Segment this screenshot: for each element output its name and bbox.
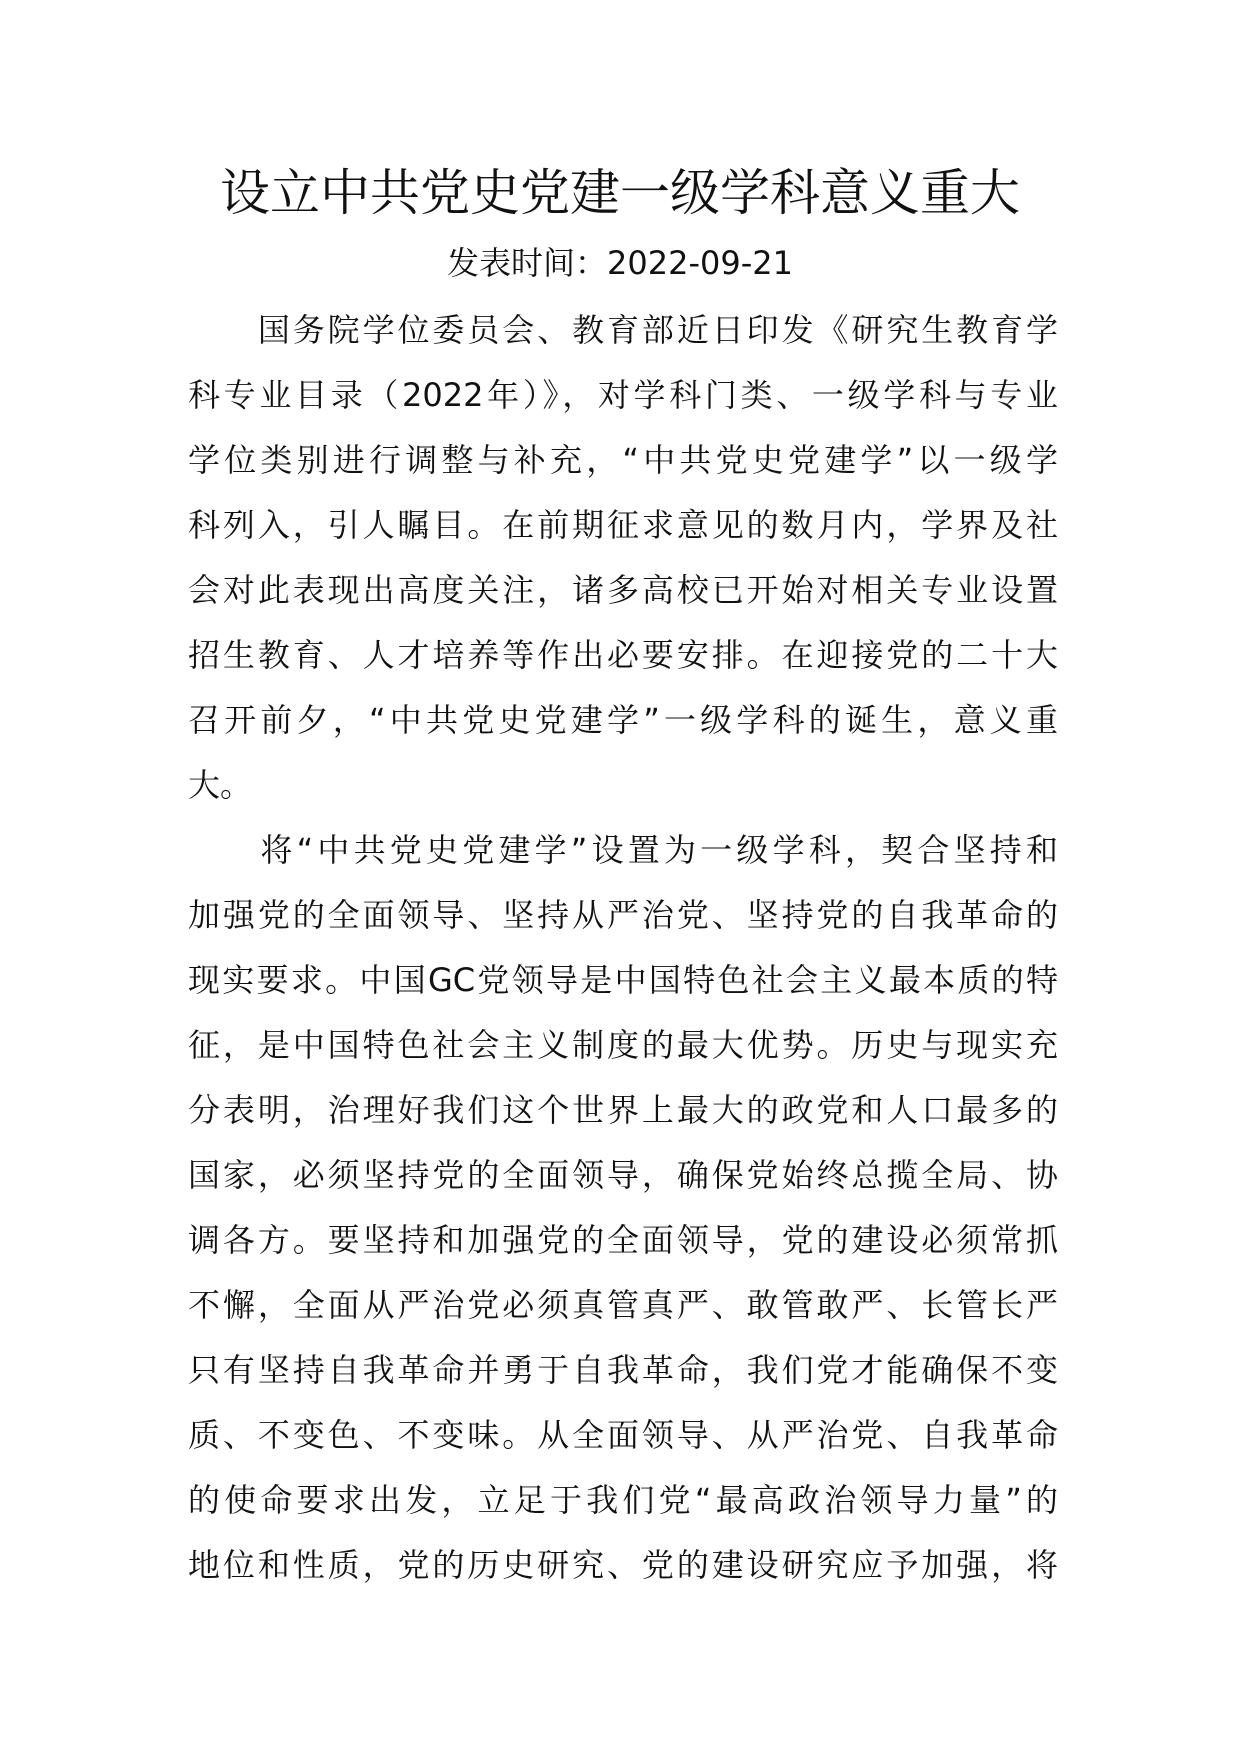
text-line: 不懈，全面从严治党必须真管真严、敢管敢严、长管长严: [188, 1286, 1058, 1324]
text-line: 会对此表现出高度关注，诸多高校已开始对相关专业设置: [188, 571, 1058, 609]
text-line: 分表明，治理好我们这个世界上最大的政党和人口最多的: [188, 1091, 1058, 1129]
text-line: 现实要求。中国GC党领导是中国特色社会主义最本质的特: [188, 961, 1058, 999]
publish-date: 发表时间：2022-09-21: [447, 244, 793, 282]
text-line: 只有坚持自我革命并勇于自我革命，我们党才能确保不变: [188, 1351, 1058, 1389]
text-line: 地位和性质，党的历史研究、党的建设研究应予加强，将: [188, 1546, 1058, 1584]
text-line: 征，是中国特色社会主义制度的最大优势。历史与现实充: [188, 1026, 1058, 1064]
text-line: 科列入，引人瞩目。在前期征求意见的数月内，学界及社: [188, 506, 1058, 544]
text-line: 召开前夕，“中共党史党建学”一级学科的诞生，意义重: [188, 701, 1058, 739]
paragraph: [188, 298, 1058, 818]
text-line: 科专业目录（2022年）》，对学科门类、一级学科与专业: [188, 376, 1058, 414]
text-line: 的使命要求出发，立足于我们党“最高政治领导力量”的: [188, 1481, 1058, 1519]
document-body: [188, 298, 1058, 1598]
text-line: 国家，必须坚持党的全面领导，确保党始终总揽全局、协: [188, 1156, 1058, 1194]
text-line: 将“中共党史党建学”设置为一级学科，契合坚持和: [188, 831, 1058, 869]
text-line: 质、不变色、不变味。从全面领导、从严治党、自我革命: [188, 1416, 1058, 1454]
paragraph: [188, 818, 1058, 1598]
document-title: 设立中共党史党建一级学科意义重大: [220, 164, 1020, 222]
text-line: 国务院学位委员会、教育部近日印发《研究生教育学: [188, 311, 1058, 349]
text-line: 加强党的全面领导、坚持从严治党、坚持党的自我革命的: [188, 896, 1058, 934]
text-line: 招生教育、人才培养等作出必要安排。在迎接党的二十大: [188, 636, 1058, 674]
text-line: 大。: [188, 766, 253, 804]
text-line: 调各方。要坚持和加强党的全面领导，党的建设必须常抓: [188, 1221, 1058, 1259]
text-line: 学位类别进行调整与补充，“中共党史党建学”以一级学: [188, 441, 1058, 479]
